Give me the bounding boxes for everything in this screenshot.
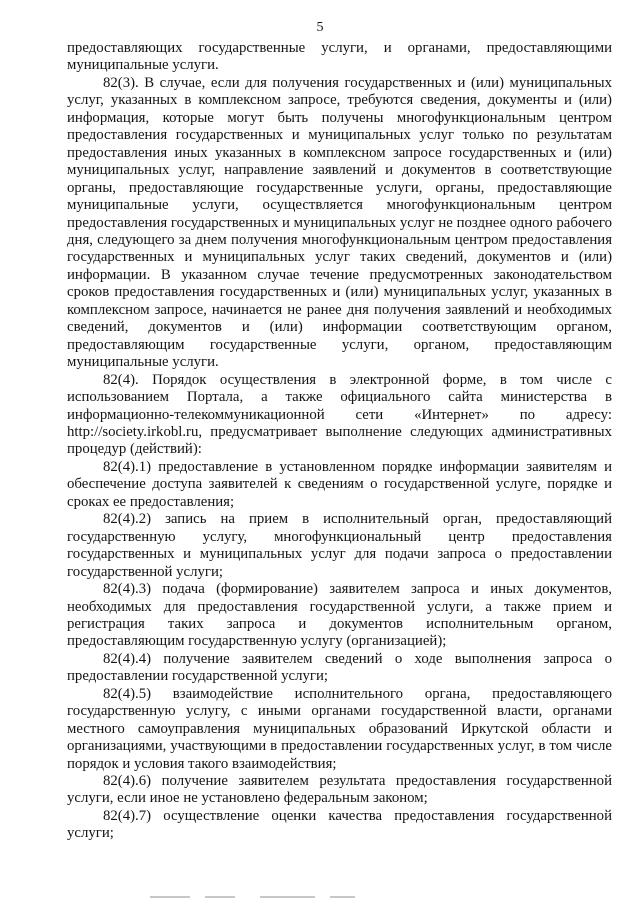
page-number: 5: [316, 20, 324, 35]
list-item-82-4-2: 82(4).2) запись на прием в исполнительный орган, предоставляющий государственную услугу, многофункциональный центр предоставления государственных и муниципальных услуг для подачи запроса о предоставлении государственной услуги;: [67, 511, 612, 580]
scan-edge-artifact: [0, 896, 640, 900]
list-item-82-4-1: 82(4).1) предоставление в установленном порядке информации заявителям и обеспечение доступа заявителей к сведениям о государственной услуге, порядке и сроках ее предоставления;: [67, 458, 612, 510]
list-item-82-4-7: 82(4).7) осуществление оценки качества предоставления государственной услуги;: [67, 807, 612, 842]
paragraph-continuation: предоставляющих государственные услуги, и органами, предоставляющими муниципальные услуги.: [67, 40, 612, 74]
list-item-82-4-6: 82(4).6) получение заявителем результата предоставления государственной услуги, если иное не установлено федеральным законом;: [67, 773, 612, 807]
list-item-82-4-4: 82(4).4) получение заявителем сведений о ходе выполнения запроса о предоставлении государственной услуги;: [67, 650, 612, 685]
paragraph-82-3: 82(3). В случае, если для получения государственных и (или) муниципальных услуг, указанных в комплексном запросе, требуются сведения, документы и (или) информация, которые могут быть получены многофункциональным центром предоставления государственных и муниципальных услуг только по результатам предоставления иных указанных в комплексном запросе государственных и (или) муниципальных услуг, направление заявлений и документов в соответствующие органы, предоставляющие государственные услуги, органы, предоставляющие муниципальные услуги, осуществляется многофункциональным центром предоставления государственных и муниципальных услуг не позднее одного рабочего дня, следующего за днем получения многофункциональным центром предоставления государственных и муниципальных услуг таких сведений, документов и (или) информации. В указанном случае течение предусмотренных законодательством сроков предоставления государственных и (или) муниципальных услуг, указанных в комплексном запросе, начинается не ранее дня получения заявлений и необходимых сведений, документов и (или) информации соответствующим органом, предоставляющим государственные услуги, органом, предоставляющим муниципальные услуги.: [67, 74, 612, 371]
list-item-82-4-3: 82(4).3) подача (формирование) заявителем запроса и иных документов, необходимых для предоставления государственной услуги, а также прием и регистрация таких запроса и документов исполнительным органом, предоставляющим государственную услугу (организацией);: [67, 581, 612, 650]
document-body: [67, 40, 612, 843]
paragraph-82-4: 82(4). Порядок осуществления в электронной форме, в том числе с использованием Портала, а также официального сайта министерства в информационно-телекоммуникационной сети «Интернет» по адресу: http://society.irkobl.ru, предусматривает выполнение следующих административных процедур (действий):: [67, 371, 612, 458]
list-item-82-4-5: 82(4).5) взаимодействие исполнительного органа, предоставляющего государственную услугу, с иными органами государственной власти, органами местного самоуправления муниципальных образований Иркутской области и организациями, участвующими в предоставлении государственных услуг, в том числе порядок и условия такого взаимодействия;: [67, 685, 612, 772]
